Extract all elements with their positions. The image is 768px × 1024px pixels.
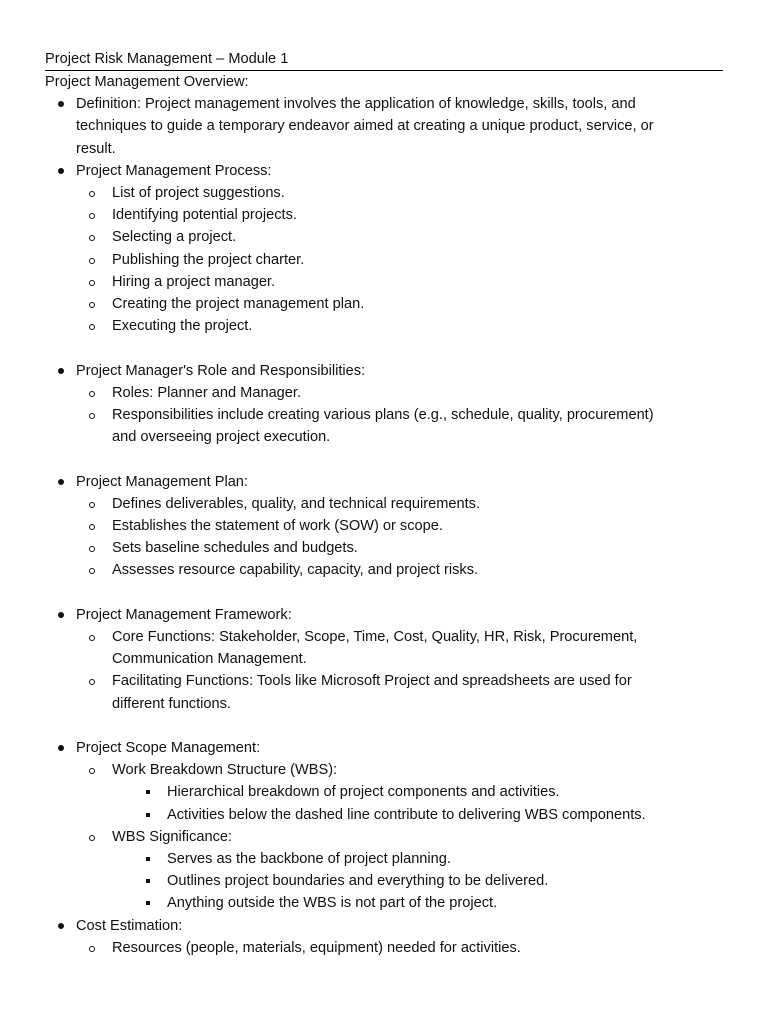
- sub-list-item-text: Establishes the statement of work (SOW) or scope.: [112, 518, 443, 535]
- document-body: [45, 71, 723, 959]
- bullet-circle-icon: [89, 524, 95, 530]
- sub-list-item: [45, 182, 723, 204]
- sub-list-item-text: Resources (people, materials, equipment) needed for activities.: [112, 939, 521, 956]
- spacer: [45, 448, 723, 470]
- sub-list-item-text: List of project suggestions.: [112, 185, 285, 202]
- sub-sub-list-item: [45, 804, 723, 826]
- list-item-text: Cost Estimation:: [76, 917, 183, 934]
- sub-sub-list-item-text: Anything outside the WBS is not part of the project.: [167, 895, 498, 912]
- list-item: [45, 737, 723, 759]
- sub-list-item-text: Identifying potential projects.: [112, 207, 297, 224]
- sub-list-item-text: Hiring a project manager.: [112, 273, 276, 290]
- sub-list-item: [45, 226, 723, 248]
- bullet-square-icon: [146, 879, 150, 883]
- sub-sub-list-item: [45, 870, 723, 892]
- sub-list-item: [45, 382, 723, 404]
- sub-sub-list-item-text: Activities below the dashed line contribute to delivering WBS components.: [167, 806, 646, 823]
- sub-sub-list-item-text: Hierarchical breakdown of project components and activities.: [167, 784, 560, 801]
- bullet-circle-icon: [89, 502, 95, 508]
- sub-sub-list-item-text: Serves as the backbone of project planning.: [167, 851, 451, 868]
- spacer: [45, 337, 723, 359]
- bullet-circle-icon: [89, 280, 95, 286]
- sub-list-item-text: Executing the project.: [112, 318, 253, 335]
- bullet-circle-icon: [89, 324, 95, 330]
- sub-list-item-text: Sets baseline schedules and budgets.: [112, 540, 358, 557]
- sub-list-item: [45, 559, 723, 581]
- spacer: [45, 715, 723, 737]
- sub-list-item: [45, 937, 723, 959]
- sub-list-item-text: Defines deliverables, quality, and technical requirements.: [112, 495, 481, 512]
- bullet-circle-icon: [89, 191, 95, 197]
- section-heading: Project Management Overview:: [45, 74, 249, 90]
- bullet-circle-icon: [89, 679, 95, 685]
- bullet-circle-icon: [89, 546, 95, 552]
- bullet-circle-icon: [89, 768, 95, 774]
- sub-list-item: [45, 515, 723, 537]
- list-item-text: Project Management Plan:: [76, 473, 248, 490]
- sub-list-item-text: Selecting a project.: [112, 229, 237, 246]
- bullet-disc-icon: [58, 101, 64, 107]
- sub-list-item: [45, 826, 723, 848]
- sub-list-item: [45, 493, 723, 515]
- sub-list-item-text: Core Functions: Stakeholder, Scope, Time, Cost, Quality, HR, Risk, Procurement,: [112, 629, 638, 646]
- sub-list-item: [45, 249, 723, 271]
- sub-list-item-text: Roles: Planner and Manager.: [112, 384, 302, 401]
- list-item-text: Project Manager's Role and Responsibilities:: [76, 362, 366, 379]
- list-item-text: Project Scope Management:: [76, 740, 261, 757]
- sub-list-item-text: Responsibilities include creating various plans (e.g., schedule, quality, procurement): [112, 407, 654, 424]
- sub-list-item-text: Creating the project management plan.: [112, 296, 365, 313]
- list-item-continuation: result.: [76, 140, 116, 157]
- bullet-square-icon: [146, 901, 150, 905]
- sub-sub-list-item: [45, 892, 723, 914]
- bullet-disc-icon: [58, 479, 64, 485]
- sub-list-item-continuation: Communication Management.: [112, 651, 307, 668]
- bullet-disc-icon: [58, 168, 64, 174]
- list-item: [45, 93, 723, 115]
- sub-list-item: [45, 293, 723, 315]
- bullet-circle-icon: [89, 835, 95, 841]
- sub-sub-list-item: [45, 848, 723, 870]
- list-item: [45, 604, 723, 626]
- sub-list-item-continuation: different functions.: [112, 695, 231, 712]
- sub-list-item: [45, 404, 723, 426]
- list-item: [45, 471, 723, 493]
- sub-list-item: [45, 315, 723, 337]
- sub-list-item-continuation: and overseeing project execution.: [112, 429, 331, 446]
- sub-list-item-text: Work Breakdown Structure (WBS):: [112, 762, 338, 779]
- bullet-square-icon: [146, 790, 150, 794]
- sub-list-item: [45, 537, 723, 559]
- sub-list-item: [45, 204, 723, 226]
- bullet-square-icon: [146, 857, 150, 861]
- bullet-circle-icon: [89, 258, 95, 264]
- bullet-circle-icon: [89, 235, 95, 241]
- list-item: [45, 360, 723, 382]
- sub-list-item: [45, 271, 723, 293]
- sub-sub-list-item: [45, 781, 723, 803]
- sub-sub-list-item-text: Outlines project boundaries and everything to be delivered.: [167, 873, 549, 890]
- bullet-circle-icon: [89, 946, 95, 952]
- header-title: Project Risk Management – Module 1: [45, 51, 289, 67]
- list-item-text: Project Management Process:: [76, 162, 272, 179]
- list-item-continuation: techniques to guide a temporary endeavor aimed at creating a unique product, service, or: [76, 118, 654, 135]
- bullet-circle-icon: [89, 635, 95, 641]
- sub-list-item-text: Publishing the project charter.: [112, 251, 305, 268]
- bullet-square-icon: [146, 813, 150, 817]
- bullet-disc-icon: [58, 745, 64, 751]
- list-item: [45, 915, 723, 937]
- bullet-circle-icon: [89, 391, 95, 397]
- bullet-circle-icon: [89, 302, 95, 308]
- spacer: [45, 582, 723, 604]
- sub-list-item-text: WBS Significance:: [112, 828, 233, 845]
- bullet-disc-icon: [58, 368, 64, 374]
- sub-list-item-text: Assesses resource capability, capacity, and project risks.: [112, 562, 479, 579]
- sub-list-item: [45, 626, 723, 648]
- bullet-circle-icon: [89, 413, 95, 419]
- bullet-disc-icon: [58, 923, 64, 929]
- list-item-text: Project Management Framework:: [76, 606, 292, 623]
- sub-list-item: [45, 759, 723, 781]
- bullet-circle-icon: [89, 568, 95, 574]
- sub-list-item-text: Facilitating Functions: Tools like Microsoft Project and spreadsheets are used for: [112, 673, 632, 690]
- bullet-circle-icon: [89, 213, 95, 219]
- list-item-text: Definition: Project management involves the application of knowledge, skills, tools, and: [76, 96, 636, 113]
- sub-list-item: [45, 670, 723, 692]
- bullet-disc-icon: [58, 612, 64, 618]
- list-item: [45, 160, 723, 182]
- document-header: [45, 48, 723, 71]
